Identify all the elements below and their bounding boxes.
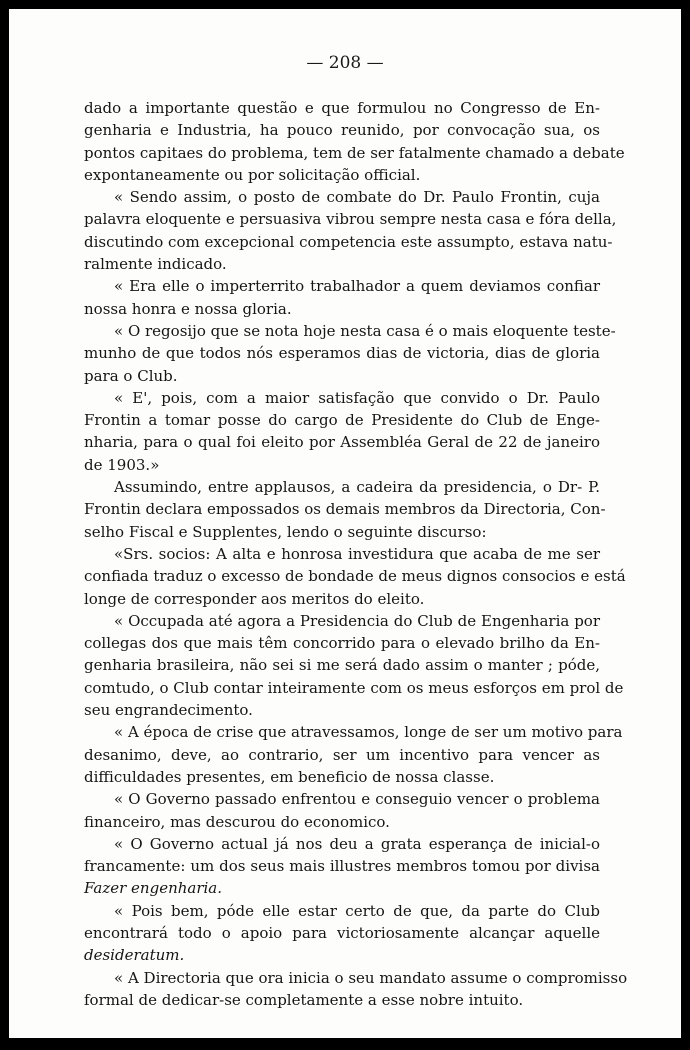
page-number: — 208 — [306,53,384,73]
text-line: financeiro, mas descurou do economico. [84,812,390,831]
text-line-italic: desideratum. [84,946,185,965]
text-line: « A Directoria que ora inicia o seu mandato assume o compromisso [114,968,628,987]
text-line: francamente: um dos seus mais illustres membros tomou por divisa [84,857,600,876]
paragraph [84,387,600,476]
paragraph [84,275,600,320]
text-line: comtudo, o Club contar inteiramente com os meus esforços em prol de [84,678,624,697]
text-line: nharia, para o qual foi eleito por Assembléa Geral de 22 de janeiro [84,433,600,452]
paragraph [84,900,600,967]
body-text [84,97,628,1011]
paragraph [84,320,616,387]
text-line: longe de corresponder aos meritos do eleito. [84,589,425,608]
text-line: ralmente indicado. [84,255,227,274]
document-page [9,9,681,1038]
text-line: « O Governo passado enfrentou e conseguio vencer o problema [114,790,600,809]
text-line: encontrará todo o apoio para victoriosamente alcançar aquelle [84,923,600,942]
paragraph [84,610,624,721]
paragraph [84,543,626,610]
text-line: expontaneamente ou por solicitação official. [84,165,421,184]
text-line: difficuldades presentes, em beneficio de nossa classe. [84,767,495,786]
text-line: nossa honra e nossa gloria. [84,299,292,318]
text-line: para o Club. [84,366,178,385]
text-line: pontos capitaes do problema, tem de ser fatalmente chamado a debate [84,143,625,162]
text-line: « Pois bem, póde elle estar certo de que, da parte do Club [114,901,600,920]
paragraph [84,788,600,833]
paragraph [84,721,623,788]
text-line: desanimo, deve, ao contrario, ser um incentivo para vencer as [84,745,600,764]
text-line: confiada traduz o excesso de bondade de meus dignos consocios e está [84,567,626,586]
text-line: munho de que todos nós esperamos dias de victoria, dias de gloria [84,344,600,363]
text-line: « O regosijo que se nota hoje nesta casa é o mais eloquente teste- [114,321,616,340]
text-line: «Srs. socios: A alta e honrosa investidura que acaba de me ser [114,544,600,563]
text-line: seu engrandecimento. [84,701,253,720]
text-line: « O Governo actual já nos deu a grata esperança de inicial-o [114,834,600,853]
text-line-italic: Fazer engenharia. [84,879,223,898]
paragraph [84,967,628,1012]
text-line: « A época de crise que atravessamos, longe de ser um motivo para [114,723,623,742]
text-line: palavra eloquente e persuasiva vibrou sempre nesta casa e fóra della, [84,210,617,229]
text-line: Frontin declara empossados os demais membros da Directoria, Con- [84,500,606,519]
paragraph [84,833,600,900]
text-line: de 1903.» [84,455,160,474]
paragraph [84,476,606,543]
text-line: « E', pois, com a maior satisfação que convido o Dr. Paulo [114,388,600,407]
text-line: « Sendo assim, o posto de combate do Dr. Paulo Frontin, cuja [114,188,600,207]
paragraph [84,186,617,275]
text-line: collegas dos que mais têm concorrido para o elevado brilho da En- [84,634,600,653]
paragraph [84,97,625,186]
text-line: formal de dedicar-se completamente a esse nobre intuito. [84,990,524,1009]
text-line: dado a importante questão e que formulou no Congresso de En- [84,99,600,117]
text-line: genharia brasileira, não sei si me será dado assim o manter ; póde, [84,656,600,675]
text-line: « Occupada até agora a Presidencia do Club de Engenharia por [114,611,600,630]
text-line: Assumindo, entre applausos, a cadeira da presidencia, o Dr- P. [114,478,600,497]
text-line: discutindo com excepcional competencia este assumpto, estava natu- [84,232,613,251]
text-line: « Era elle o imperterrito trabalhador a quem deviamos confiar [114,277,600,296]
text-line: genharia e Industria, ha pouco reunido, por convocação sua, os [84,121,600,140]
text-line: Frontin a tomar posse do cargo de Presidente do Club de Enge- [84,411,600,430]
text-line: selho Fiscal e Supplentes, lendo o seguinte discurso: [84,522,487,541]
